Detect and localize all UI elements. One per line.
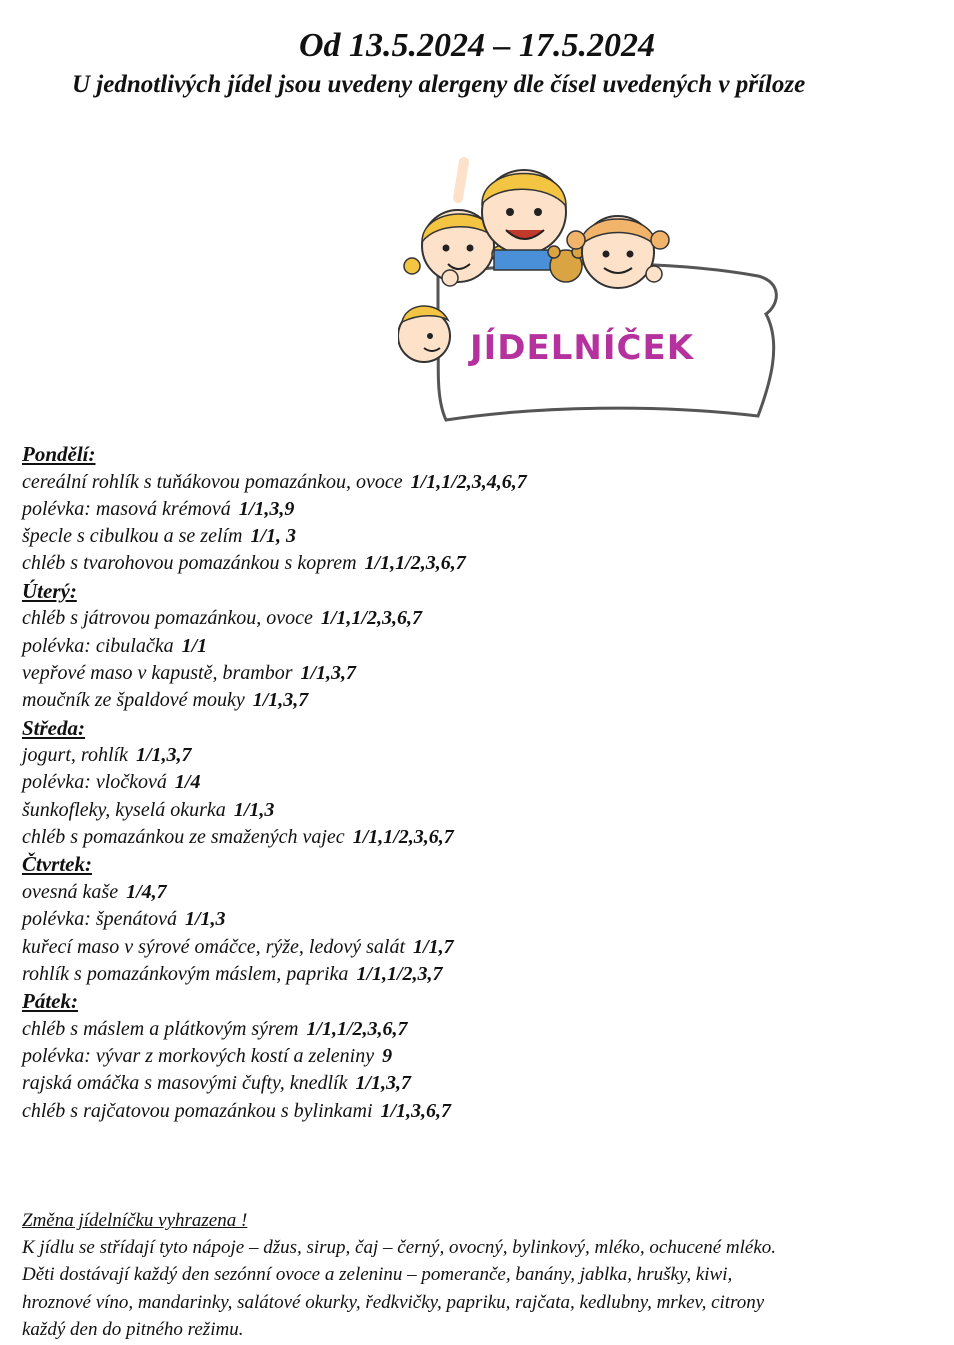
allergen-codes: 1/1,1/2,3,6,7 (364, 552, 466, 575)
menu-item-text: rajská omáčka s masovými čufty, knedlík (22, 1072, 348, 1095)
kids-illustration-icon (398, 154, 782, 430)
menu-item-text: šunkofleky, kyselá okurka (22, 798, 226, 821)
allergen-codes: 1/1,3,9 (238, 497, 295, 520)
menu-item-text: polévka: vločková (22, 771, 167, 794)
menu-item (22, 496, 922, 523)
allergen-codes: 1/1 (181, 634, 208, 657)
weekly-menu (22, 441, 922, 1125)
menu-item (22, 934, 922, 961)
menu-item (22, 1016, 922, 1043)
menu-item (22, 1098, 922, 1125)
day-name: Úterý: (22, 578, 77, 603)
allergen-codes: 1/1,1/2,3,6,7 (352, 826, 454, 849)
menu-item (22, 742, 922, 769)
footer-notes (22, 1207, 952, 1343)
day-tuesday (22, 578, 922, 715)
menu-item-text: polévka: vývar z morkových kostí a zeleniny (22, 1045, 375, 1068)
menu-item (22, 605, 922, 632)
menu-item-text: kuřecí maso v sýrové omáčce, rýže, ledový salát (22, 935, 406, 958)
allergen-codes: 1/1,3,7 (135, 744, 192, 767)
day-thursday (22, 851, 922, 988)
menu-item (22, 906, 922, 933)
menu-item-text: špecle s cibulkou a se zelím (22, 525, 243, 548)
menu-item-text: chléb s pomazánkou ze smažených vajec (22, 826, 345, 849)
menu-item (22, 769, 922, 796)
menu-item (22, 523, 922, 550)
allergen-codes: 1/1,7 (413, 935, 454, 958)
menu-item (22, 633, 922, 660)
menu-item-text: ovesná kaše (22, 880, 119, 903)
menu-item-text: chléb s játrovou pomazánkou, ovoce (22, 607, 313, 630)
allergen-codes: 1/4,7 (126, 880, 167, 903)
menu-change-note: Změna jídelníčku vyhrazena ! (22, 1210, 248, 1231)
allergen-codes: 9 (382, 1045, 393, 1068)
day-wednesday (22, 715, 922, 852)
menu-item (22, 1043, 922, 1070)
day-monday (22, 441, 922, 578)
day-name: Čtvrtek: (22, 852, 92, 877)
allergen-codes: 1/1,1/2,3,6,7 (306, 1017, 408, 1040)
menu-item-text: chléb s rajčatovou pomazánkou s bylinkami (22, 1099, 373, 1122)
fruit-note-line: každý den do pitného režimu. (22, 1318, 244, 1340)
allergen-codes: 1/1,3,7 (355, 1072, 412, 1095)
menu-item (22, 797, 922, 824)
page-subtitle: U jednotlivých jídel jsou uvedeny alergeny dle čísel uvedených v příloze (72, 71, 806, 98)
banner-title: JÍDELNÍČEK (470, 328, 695, 368)
menu-item (22, 879, 922, 906)
menu-item (22, 469, 922, 496)
allergen-codes: 1/1,3,6,7 (380, 1099, 452, 1122)
menu-item-text: polévka: špenátová (22, 908, 177, 931)
day-friday (22, 988, 922, 1125)
allergen-codes: 1/1,3 (184, 908, 226, 931)
page-title: Od 13.5.2024 – 17.5.2024 (298, 27, 656, 64)
menu-item (22, 550, 922, 577)
allergen-codes: 1/4 (174, 771, 201, 794)
allergen-codes: 1/1,3,7 (300, 661, 357, 684)
menu-item-text: polévka: masová krémová (22, 497, 231, 520)
menu-item-text: rohlík s pomazánkovým máslem, paprika (22, 962, 349, 985)
allergen-codes: 1/1,3,7 (252, 689, 309, 712)
allergen-codes: 1/1,3 (233, 798, 275, 821)
menu-item-text: vepřové maso v kapustě, brambor (22, 661, 293, 684)
menu-item-text: polévka: cibulačka (22, 634, 174, 657)
fruit-note-line: Děti dostávají každý den sezónní ovoce a zeleninu – pomeranče, banány, jablka, hrušky, kiwi, (22, 1264, 733, 1286)
menu-item-text: chléb s máslem a plátkovým sýrem (22, 1017, 299, 1040)
menu-item (22, 687, 922, 714)
drinks-note: K jídlu se střídají tyto nápoje – džus, sirup, čaj – černý, ovocný, bylinkový, mléko, ochucené mléko. (22, 1237, 777, 1258)
allergen-codes: 1/1,1/2,3,4,6,7 (410, 470, 527, 493)
menu-item-text: moučník ze špaldové mouky (22, 689, 245, 712)
day-name: Středa: (22, 715, 85, 740)
menu-item-text: jogurt, rohlík (22, 744, 128, 767)
menu-item-text: cereální rohlík s tuňákovou pomazánkou, ovoce (22, 470, 403, 493)
fruit-note-line: hroznové víno, mandarinky, salátové okurky, ředkvičky, papriku, rajčata, kedlubny, mrkev, citrony (22, 1291, 765, 1313)
day-name: Pátek: (22, 989, 78, 1014)
kids-banner-illustration (398, 154, 782, 430)
menu-item (22, 660, 922, 687)
menu-item (22, 1070, 922, 1097)
allergen-codes: 1/1,1/2,3,6,7 (320, 607, 422, 630)
menu-item-text: chléb s tvarohovou pomazánkou s koprem (22, 552, 357, 575)
menu-item (22, 961, 922, 988)
menu-item (22, 824, 922, 851)
allergen-codes: 1/1,1/2,3,7 (356, 962, 443, 985)
day-name: Pondělí: (22, 442, 96, 466)
allergen-codes: 1/1, 3 (250, 525, 297, 548)
